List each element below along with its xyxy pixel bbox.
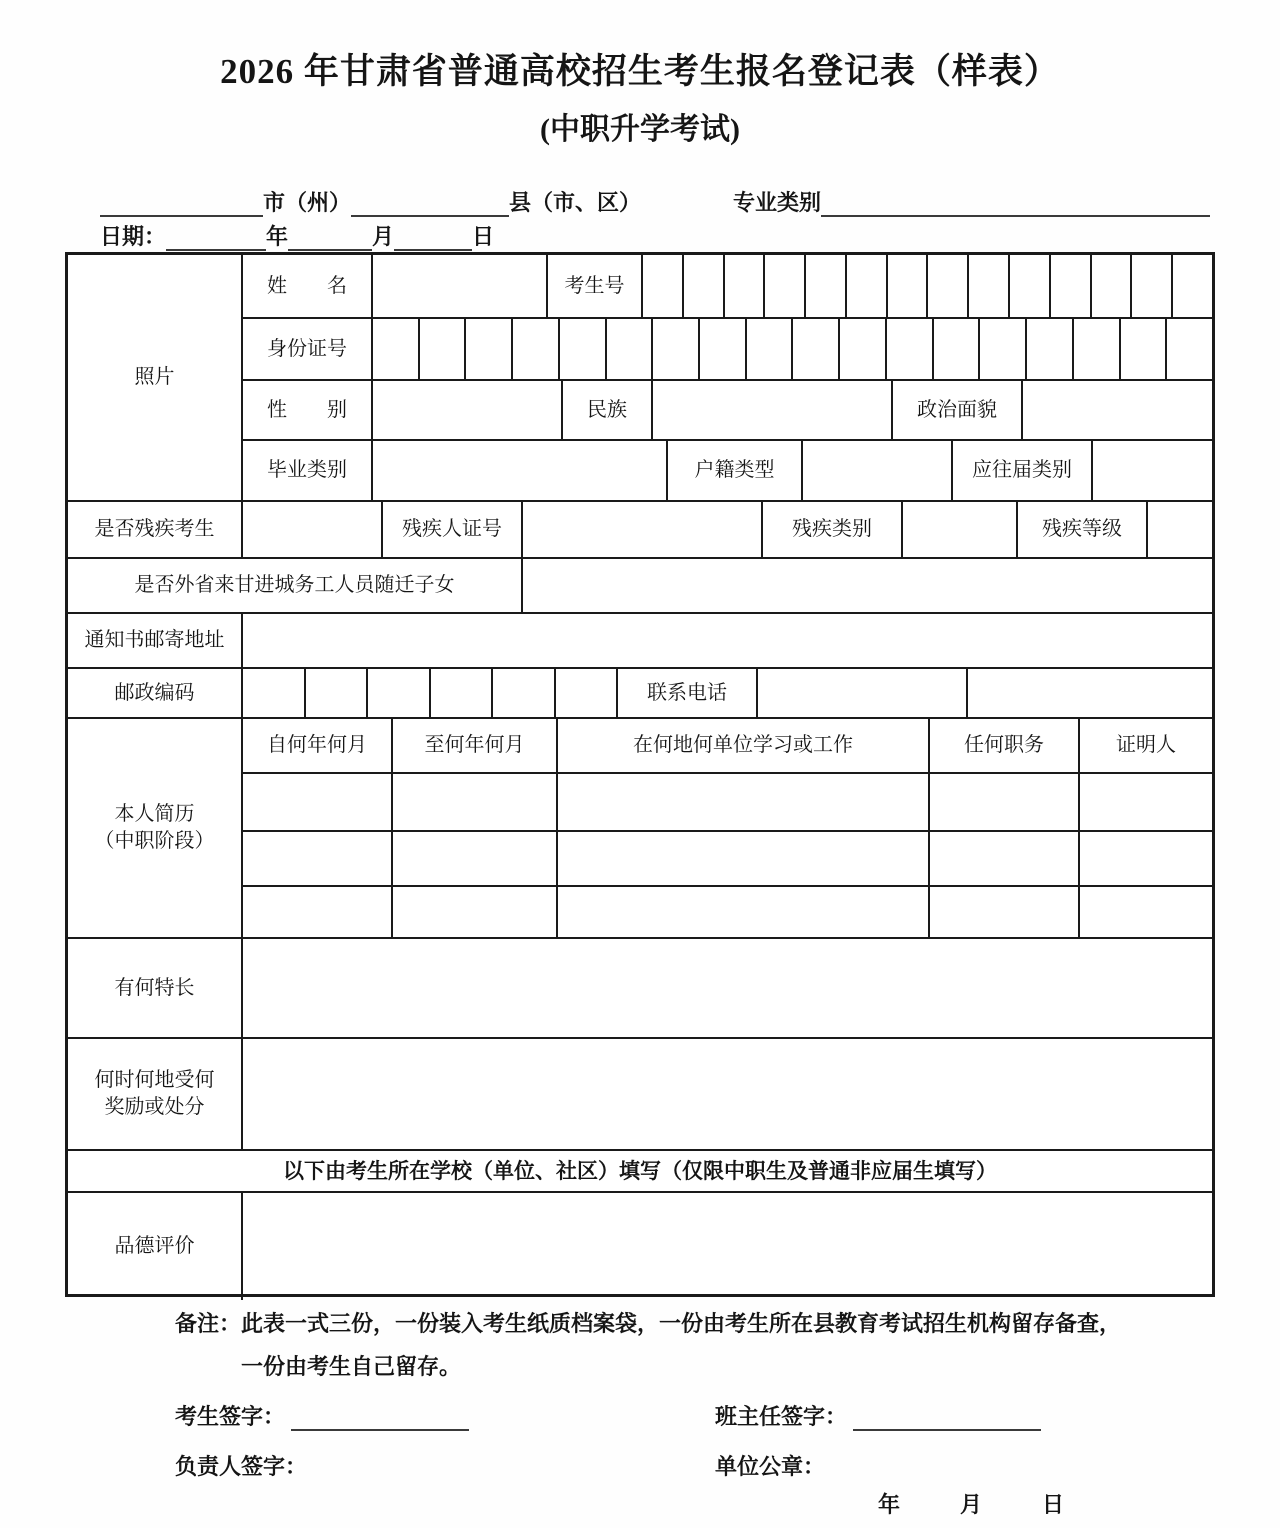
- resume-cell[interactable]: [393, 774, 558, 830]
- resume-cell[interactable]: [243, 887, 393, 937]
- registration-table: [65, 252, 1215, 1297]
- gender-row: [243, 381, 1212, 441]
- seal-date-line: [878, 1488, 1064, 1519]
- note-line2: 一份由考生自己留存。: [241, 1353, 462, 1379]
- is-disabled-value[interactable]: [243, 502, 383, 557]
- digit-cell[interactable]: [804, 255, 845, 317]
- resume-header-row: [243, 719, 1212, 774]
- resume-cell[interactable]: [1080, 887, 1212, 937]
- page-title: 2026 年甘肃省普通高校招生考生报名登记表（样表）: [220, 52, 1060, 91]
- resume-col-place: 在何地何单位学习或工作: [558, 719, 930, 772]
- award-row: [68, 1039, 1212, 1151]
- phone-value-2[interactable]: [968, 669, 1212, 717]
- resume-section: [68, 719, 1212, 939]
- resume-cell[interactable]: [558, 887, 930, 937]
- digit-cell[interactable]: [763, 255, 804, 317]
- photo-right-rows: [243, 255, 1212, 500]
- resume-title: [68, 719, 243, 937]
- date-line: [100, 220, 800, 251]
- disability-category-value[interactable]: [903, 502, 1018, 557]
- ethnicity-label: 民族: [563, 381, 653, 439]
- resume-cell[interactable]: [243, 832, 393, 885]
- resume-row-3: [243, 887, 1212, 937]
- id-no-label: 身份证号: [243, 319, 373, 379]
- seal-day-label: 日: [1042, 1492, 1065, 1517]
- digit-cell[interactable]: [1072, 319, 1119, 379]
- disability-level-value[interactable]: [1148, 502, 1212, 557]
- date-month-field[interactable]: [288, 225, 372, 251]
- resume-col-to: 至何年何月: [393, 719, 558, 772]
- digit-cell[interactable]: [885, 319, 932, 379]
- year-label: 年: [266, 224, 289, 249]
- name-label: 姓 名: [243, 255, 373, 317]
- location-line: [100, 186, 1210, 217]
- candidate-no-label: 考生号: [548, 255, 643, 317]
- graduation-type-value[interactable]: [373, 441, 668, 500]
- digit-cell[interactable]: [1171, 255, 1212, 317]
- digit-cell[interactable]: [845, 255, 886, 317]
- id-no-row: [243, 319, 1212, 381]
- gender-value[interactable]: [373, 381, 563, 439]
- household-type-label: 户籍类型: [668, 441, 803, 500]
- is-disabled-label: 是否残疾考生: [68, 502, 243, 557]
- disability-cert-no-label: 残疾人证号: [383, 502, 523, 557]
- digit-cell[interactable]: [418, 319, 465, 379]
- county-label: 县（市、区）: [509, 190, 642, 215]
- seal-year-label: 年: [878, 1492, 901, 1517]
- photo-section: [68, 255, 1212, 502]
- resume-title-line2: （中职阶段）: [94, 830, 215, 852]
- head-teacher-signature-row: [715, 1400, 1041, 1431]
- phone-label: 联系电话: [618, 669, 758, 717]
- specialty-row: [68, 939, 1212, 1039]
- resume-row-1: [243, 774, 1212, 832]
- date-year-field[interactable]: [166, 225, 266, 251]
- id-no-cells: [373, 319, 1212, 379]
- digit-cell[interactable]: [1130, 255, 1171, 317]
- resume-row-2: [243, 832, 1212, 887]
- migrant-children-row: [68, 559, 1212, 614]
- phone-value-1[interactable]: [758, 669, 968, 717]
- county-blank-field[interactable]: [351, 191, 509, 217]
- digit-cell[interactable]: [967, 255, 1008, 317]
- note-block: [175, 1303, 1140, 1389]
- gender-label: 性 别: [243, 381, 373, 439]
- moral-evaluation-label: 品德评价: [68, 1193, 243, 1300]
- migrant-children-label: 是否外省来甘进城务工人员随迁子女: [68, 559, 523, 612]
- postal-code-label: 邮政编码: [68, 669, 243, 717]
- note-line1: 备注：此表一式三份，一份装入考生纸质档案袋，一份由考生所在县教育考试招生机构留存备查，: [175, 1311, 1122, 1336]
- digit-cell[interactable]: [745, 319, 792, 379]
- digit-cell[interactable]: [682, 255, 723, 317]
- notice-address-value[interactable]: [243, 614, 1212, 667]
- major-category-field[interactable]: [821, 191, 1210, 217]
- resume-cell[interactable]: [930, 774, 1080, 830]
- unit-seal-row: [715, 1450, 825, 1481]
- resume-cell[interactable]: [393, 887, 558, 937]
- disability-level-label: 残疾等级: [1018, 502, 1148, 557]
- resume-cell[interactable]: [558, 774, 930, 830]
- ethnicity-value[interactable]: [653, 381, 893, 439]
- political-status-value[interactable]: [1023, 381, 1212, 439]
- responsible-signature-label: 负责人签字：: [175, 1454, 308, 1479]
- digit-cell[interactable]: [373, 319, 418, 379]
- digit-cell[interactable]: [978, 319, 1025, 379]
- award-label-line2: 奖励或处分: [104, 1096, 205, 1118]
- digit-cell[interactable]: [464, 319, 511, 379]
- resume-cell[interactable]: [1080, 832, 1212, 885]
- notice-address-row: [68, 614, 1212, 669]
- spacer: [641, 191, 733, 217]
- resume-col-from: 自何年何月: [243, 719, 393, 772]
- political-status-label: 政治面貌: [893, 381, 1023, 439]
- disability-cert-no-value[interactable]: [523, 502, 763, 557]
- notice-address-label: 通知书邮寄地址: [68, 614, 243, 667]
- digit-cell[interactable]: [558, 319, 605, 379]
- postal-code-cells: [243, 669, 618, 717]
- major-category-label: 专业类别: [733, 190, 822, 215]
- award-label-line1: 何时何地受何: [94, 1069, 215, 1091]
- city-blank-field[interactable]: [100, 191, 263, 217]
- date-label: 日期：: [100, 224, 167, 249]
- resume-grid: [243, 719, 1212, 937]
- postal-phone-row: [68, 669, 1212, 719]
- page-subtitle: (中职升学考试): [540, 113, 740, 146]
- graduation-type-label: 毕业类别: [243, 441, 373, 500]
- digit-cell[interactable]: [1049, 255, 1090, 317]
- name-row: [243, 255, 1212, 319]
- resume-cell[interactable]: [930, 887, 1080, 937]
- digit-cell[interactable]: [886, 255, 927, 317]
- candidate-signature-field[interactable]: [291, 1403, 469, 1431]
- seal-month-label: 月: [960, 1492, 983, 1517]
- resume-col-witness: 证明人: [1116, 734, 1176, 756]
- digit-cell[interactable]: [366, 669, 429, 717]
- resume-title-line1: 本人简历: [114, 803, 195, 825]
- fresh-repeat-type-label: 应往届类别: [953, 441, 1093, 500]
- disability-row: [68, 502, 1212, 559]
- digit-cell[interactable]: [651, 319, 698, 379]
- name-value[interactable]: [373, 255, 548, 317]
- award-label: [68, 1039, 243, 1149]
- digit-cell[interactable]: [838, 319, 885, 379]
- date-day-field[interactable]: [394, 225, 472, 251]
- moral-evaluation-row: [68, 1193, 1212, 1300]
- digit-cell[interactable]: [554, 669, 617, 717]
- digit-cell[interactable]: [243, 669, 304, 717]
- head-teacher-signature-field[interactable]: [853, 1403, 1041, 1431]
- digit-cell[interactable]: [1165, 319, 1212, 379]
- resume-cell[interactable]: [930, 832, 1080, 885]
- specialty-value[interactable]: [243, 939, 1212, 1037]
- digit-cell[interactable]: [1119, 319, 1166, 379]
- digit-cell[interactable]: [304, 669, 367, 717]
- resume-col-position: 任何职务: [930, 719, 1080, 772]
- candidate-signature-label: 考生签字：: [175, 1404, 286, 1429]
- digit-cell[interactable]: [643, 255, 682, 317]
- resume-cell[interactable]: [243, 774, 393, 830]
- digit-cell[interactable]: [605, 319, 652, 379]
- day-label: 日: [472, 224, 495, 249]
- candidate-no-cells: [643, 255, 1212, 317]
- digit-cell[interactable]: [429, 669, 492, 717]
- digit-cell[interactable]: [926, 255, 967, 317]
- digit-cell[interactable]: [1025, 319, 1072, 379]
- candidate-signature-row: [175, 1400, 469, 1431]
- digit-cell[interactable]: [698, 319, 745, 379]
- school-fill-banner-row: [68, 1151, 1212, 1193]
- digit-cell[interactable]: [491, 669, 554, 717]
- photo-label: 照片: [68, 255, 243, 500]
- digit-cell[interactable]: [932, 319, 979, 379]
- responsible-signature-row: [175, 1450, 307, 1481]
- resume-cell[interactable]: [393, 832, 558, 885]
- moral-evaluation-value[interactable]: [243, 1193, 1212, 1300]
- city-label: 市（州）: [263, 190, 352, 215]
- head-teacher-signature-label: 班主任签字：: [715, 1404, 848, 1429]
- digit-cell[interactable]: [1090, 255, 1131, 317]
- digit-cell[interactable]: [723, 255, 764, 317]
- school-fill-banner: 以下由考生所在学校（单位、社区）填写（仅限中职生及普通非应届生填写）: [283, 1158, 997, 1183]
- resume-cell[interactable]: [558, 832, 930, 885]
- digit-cell[interactable]: [1008, 255, 1049, 317]
- unit-seal-label: 单位公章：: [715, 1454, 826, 1479]
- digit-cell[interactable]: [791, 319, 838, 379]
- award-value[interactable]: [243, 1039, 1212, 1149]
- resume-cell[interactable]: [1080, 774, 1212, 830]
- household-type-value[interactable]: [803, 441, 953, 500]
- month-label: 月: [372, 224, 395, 249]
- specialty-label: 有何特长: [68, 939, 243, 1037]
- disability-category-label: 残疾类别: [763, 502, 903, 557]
- fresh-repeat-type-value[interactable]: [1093, 441, 1212, 500]
- digit-cell[interactable]: [511, 319, 558, 379]
- migrant-children-value[interactable]: [523, 559, 1212, 612]
- graduation-row: [243, 441, 1212, 500]
